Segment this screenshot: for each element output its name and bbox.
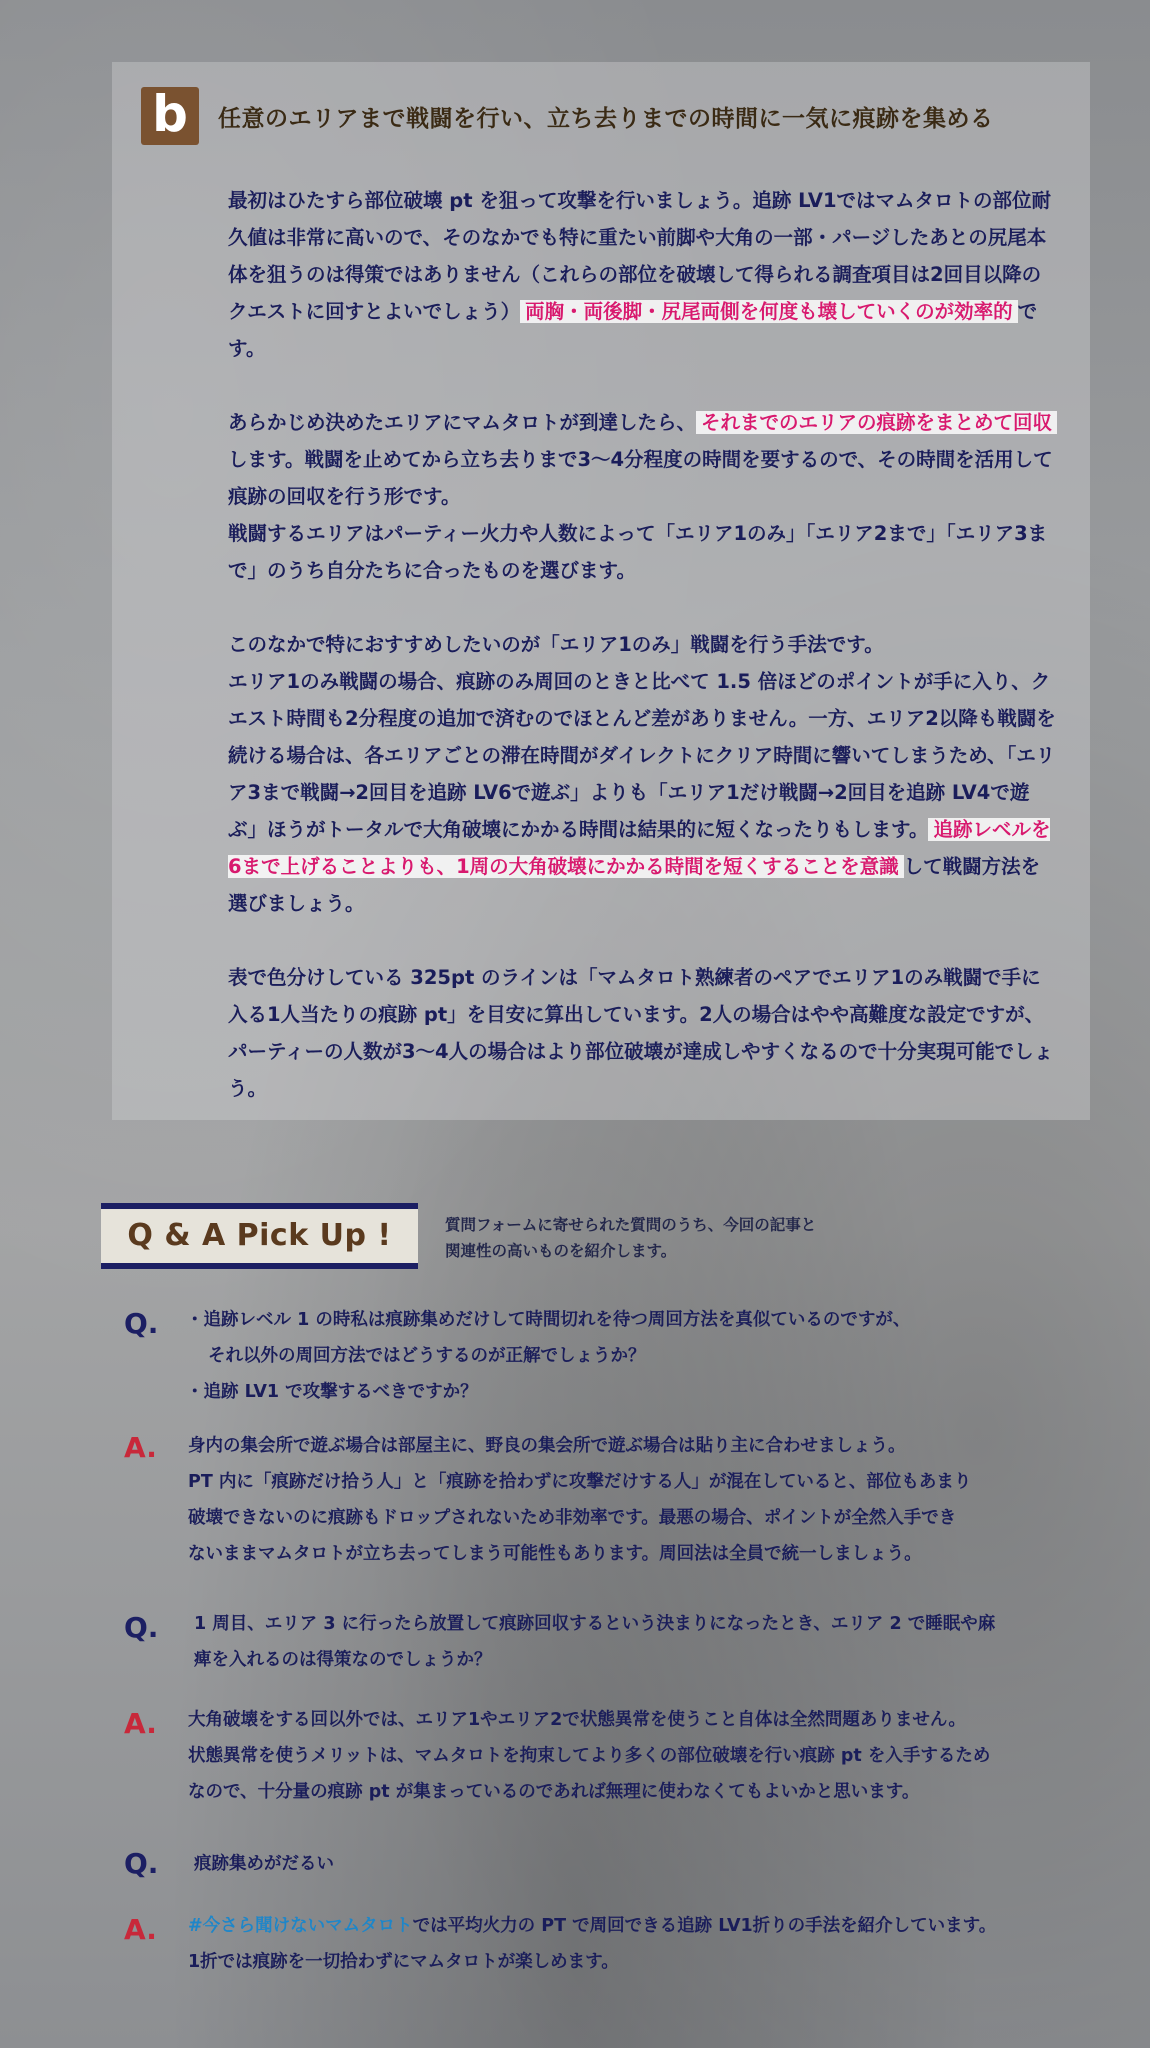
qa-title: Q & A Pick Up ! bbox=[127, 1218, 392, 1253]
question-1-text bbox=[186, 1302, 1066, 1410]
answer-line: 身内の集会所で遊ぶ場合は部屋主に、野良の集会所で遊ぶ場合は貼り主に合わせましょう。 bbox=[188, 1436, 906, 1456]
answer-line: PT 内に「痕跡だけ拾う人」と「痕跡を拾わずに攻撃だけする人」が混在していると、部位もあまり bbox=[188, 1472, 972, 1492]
answer-line: 大角破壊をする回以外では、エリア1やエリア2で状態異常を使うこと自体は全然問題ありません。 bbox=[188, 1710, 966, 1730]
question-label: Q. bbox=[124, 1611, 159, 1644]
qa-description bbox=[445, 1212, 945, 1264]
qa-description-line: 質問フォームに寄せられた質問のうち、今回の記事と bbox=[445, 1216, 817, 1234]
question-label: Q. bbox=[124, 1307, 159, 1340]
answer-line: なので、十分量の痕跡 pt が集まっているのであれば無理に使わなくてもよいかと思います。 bbox=[188, 1782, 920, 1802]
paragraph-text: します。戦闘を止めてから立ち去りまで3～4分程度の時間を要するので、その時間を活用して痕跡の回収を行う形です。 bbox=[228, 448, 1053, 508]
paragraph-4 bbox=[228, 959, 1058, 1107]
answer-2-text bbox=[188, 1702, 1068, 1810]
question-line: 1 周目、エリア 3 に行ったら放置して痕跡回収するという決まりになったとき、エリア 2 で睡眠や麻 bbox=[194, 1614, 996, 1634]
highlight-text: 追跡レベルを6まで上げることよりも、1周の大角破壊にかかる時間を短くすることを意識 bbox=[228, 818, 1051, 878]
paragraph-1 bbox=[228, 182, 1058, 367]
paragraph-text: 表で色分けしている 325pt のラインは「マムタロト熟練者のペアでエリア1のみ戦闘で手に入る1人当たりの痕跡 pt」を目安に算出しています。2人の場合はやや高難度な設定ですが、パーティーの人数が3～4人の場合はより部位破壊が達成しやすくなるので十分実現可能でしょう。 bbox=[228, 966, 1054, 1100]
answer-line-rest: では平均火力の PT で周回できる追跡 LV1折りの手法を紹介しています。 bbox=[412, 1916, 997, 1936]
highlight-text: それまでのエリアの痕跡をまとめて回収 bbox=[696, 411, 1057, 434]
question-line: 痺を入れるのは得策なのでしょうか？ bbox=[194, 1650, 492, 1670]
paragraph-text: このなかで特におすすめしたいのが「エリア1のみ」戦闘を行う手法です。 bbox=[228, 633, 884, 656]
question-label: Q. bbox=[124, 1847, 159, 1880]
question-2-text bbox=[194, 1606, 1074, 1678]
paragraph-text: エリア1のみ戦闘の場合、痕跡のみ周回のときと比べて 1.5 倍ほどのポイントが手に入り、クエスト時間も2分程度の追加で済むのでほとんど差がありません。一方、エリア2以降も戦闘を続ける場合は、各エリアごとの滞在時間がダイレクトにクリア時間に響いてしまうため、「エリア3まで戦闘→2回目を追跡 LV6で遊ぶ」よりも「エリア1だけ戦闘→2回目を追跡 LV4で遊ぶ」ほうがトータルで大角破壊にかかる時間は結果的に短くなったりもします。 bbox=[228, 670, 1056, 841]
paragraph-text: 最初はひたすら部位破壊 pt を狙って攻撃を行いましょう。追跡 LV1ではマムタロトの部位耐久値は非常に高いので、そのなかでも特に重たい前脚や大角の一部・パージしたあとの尻尾本体を狙うのは得策ではありません（これらの部位を破壊して得られる調査項目は2回目以降のクエストに回すとよいでしょう） bbox=[228, 189, 1052, 323]
answer-line: 1折では痕跡を一切拾わずにマムタロトが楽しめます。 bbox=[188, 1952, 619, 1972]
question-line: ・追跡 LV1 で攻撃するべきですか？ bbox=[186, 1382, 478, 1402]
answer-label: A. bbox=[124, 1707, 157, 1740]
paragraph-3 bbox=[228, 626, 1058, 922]
paragraph-text: あらかじめ決めたエリアにマムタロトが到達したら、 bbox=[228, 411, 697, 434]
answer-line: ないままマムタロトが立ち去ってしまう可能性もあります。周回法は全員で統一しましょう。 bbox=[188, 1544, 922, 1564]
qa-description-line: 関連性の高いものを紹介します。 bbox=[445, 1242, 677, 1260]
answer-line bbox=[188, 1908, 1068, 1944]
answer-label: A. bbox=[124, 1913, 157, 1946]
answer-label: A. bbox=[124, 1431, 157, 1464]
article-body bbox=[228, 182, 1058, 1144]
paragraph-2 bbox=[228, 404, 1058, 589]
section-heading: 任意のエリアまで戦闘を行い、立ち去りまでの時間に一気に痕跡を集める bbox=[218, 106, 994, 132]
article-link[interactable]: #今さら聞けないマムタロト bbox=[188, 1916, 413, 1936]
question-3-text bbox=[194, 1846, 1074, 1882]
qa-pickup-badge bbox=[101, 1203, 418, 1269]
section-badge: b bbox=[141, 87, 199, 145]
paragraph-text: です。 bbox=[228, 300, 1038, 360]
question-line: それ以外の周回方法ではどうするのが正解でしょうか？ bbox=[208, 1346, 646, 1366]
question-line: 痕跡集めがだるい bbox=[194, 1854, 334, 1874]
highlight-text: 両胸・両後脚・尻尾両側を何度も壊していくのが効率的 bbox=[520, 300, 1018, 323]
answer-3-text bbox=[188, 1908, 1068, 1980]
question-line: ・追跡レベル 1 の時私は痕跡集めだけして時間切れを待つ周回方法を真似ているのですが、 bbox=[186, 1310, 911, 1330]
paragraph-text: して戦闘方法を選びましょう。 bbox=[228, 855, 1041, 915]
answer-line: 状態異常を使うメリットは、マムタロトを拘束してより多くの部位破壊を行い痕跡 pt を入手するため bbox=[188, 1746, 991, 1766]
answer-line: 破壊できないのに痕跡もドロップされないため非効率です。最悪の場合、ポイントが全然入手でき bbox=[188, 1508, 957, 1528]
answer-1-text bbox=[188, 1428, 1068, 1572]
paragraph-text: 戦闘するエリアはパーティー火力や人数によって「エリア1のみ」「エリア2まで」「エリア3まで」のうち自分たちに合ったものを選びます。 bbox=[228, 522, 1048, 582]
